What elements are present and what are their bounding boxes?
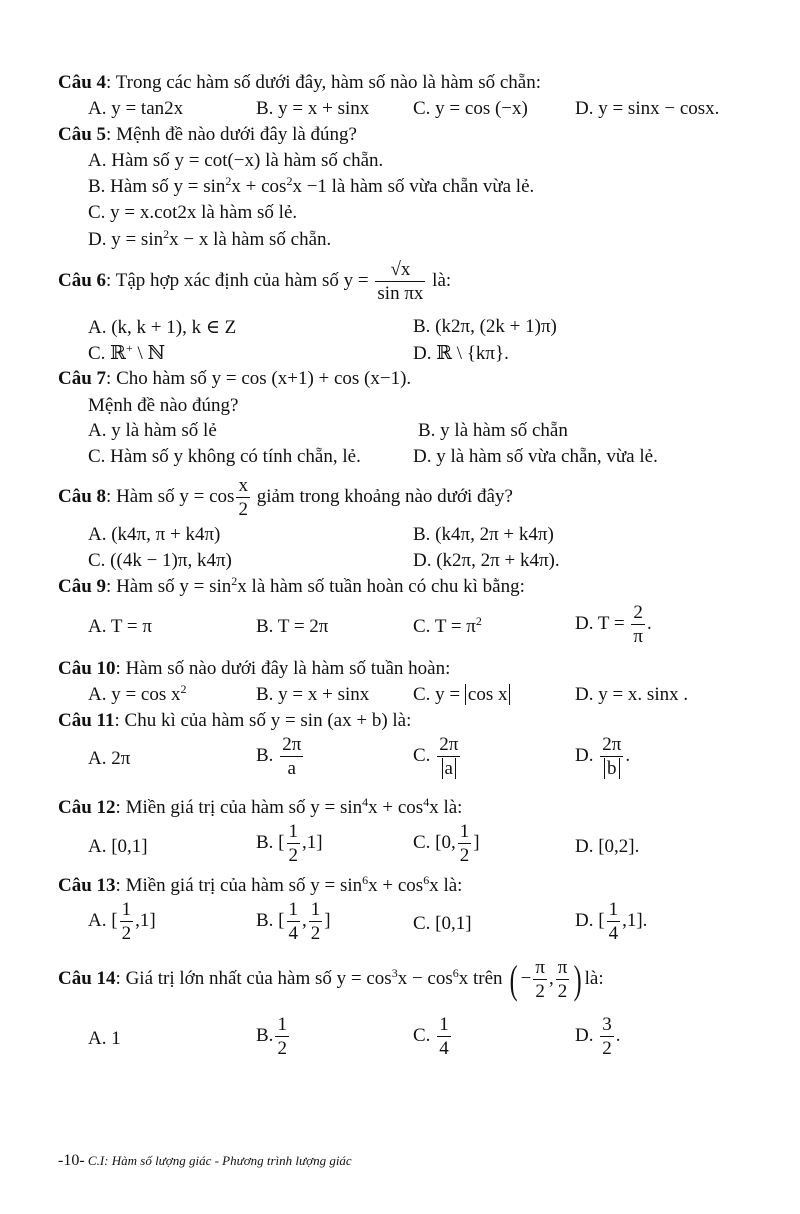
- option-d: D. [ $\frac{1}{4}$ ,1].: [575, 899, 648, 944]
- option-a: A. y = tan2x: [88, 98, 184, 119]
- question-12: Câu 12: Miền giá trị của hàm số $y = \sin^4x + \cos^4x$ là:: [58, 795, 463, 818]
- fraction: $\frac{\pi}{2}$: [535, 957, 545, 1002]
- chapter-title: C.I: Hàm số lượng giác - Phương trình lượng giác: [84, 1153, 352, 1168]
- option-d: D. y là hàm số vừa chẵn, vừa lẻ.: [413, 446, 658, 467]
- option-b: B. y = x + sinx: [256, 684, 370, 705]
- question-text: : Trong các hàm số dưới đây, hàm số nào là hàm số chẵn:: [106, 72, 541, 93]
- option-b: B. y là hàm số chẵn: [418, 420, 568, 441]
- option-a: A. Hàm số y = cot(−x) là hàm số chẵn.: [88, 150, 384, 171]
- question-10: Câu 10: Hàm số nào dưới đây là hàm số tuần hoàn:: [58, 658, 451, 679]
- option-d: D. $\frac{2\pi}{b}$ .: [575, 734, 631, 779]
- option-b: B. (k4π, 2π + k4π): [413, 524, 554, 545]
- option-b: B. [ $\frac{1}{2}$ ,1]: [256, 821, 323, 866]
- option-a: A. $y = \cos x^2$: [88, 682, 187, 705]
- option-b: B. (k2π, (2k + 1)π): [413, 316, 557, 337]
- option-c: C. $\frac{1}{4}$: [413, 1014, 449, 1059]
- question-label: Câu 12: [58, 797, 116, 818]
- option-d: D. T = $\frac{2}{\pi}$ .: [575, 602, 652, 647]
- question-11: Câu 11: Chu kì của hàm số y = sin (ax + b) là:: [58, 710, 412, 731]
- option-b: B. $\frac{1}{2}$: [256, 1014, 287, 1059]
- option-c: C. y = x.cot2x là hàm số lẻ.: [88, 202, 298, 223]
- option-c: C. ((4k − 1)π, k4π): [88, 550, 232, 571]
- fraction: $\frac{2\pi}{b}$: [602, 734, 622, 779]
- option-a: A. [0,1]: [88, 836, 148, 857]
- option-a: A. 2π: [88, 748, 131, 769]
- option-d: D. $\frac{3}{2}$ .: [575, 1014, 621, 1059]
- option-b: B. y = x + sinx: [256, 98, 370, 119]
- option-b: B. T = 2π: [256, 616, 329, 637]
- question-5: [58, 124, 357, 146]
- question-label: Câu 13: [58, 875, 116, 896]
- fraction: $\frac{2\pi}{a}$: [282, 734, 302, 779]
- option-b: B. $\frac{2\pi}{a}$: [256, 734, 302, 779]
- option-c: C. y = cos (−x): [413, 98, 528, 119]
- option-a: A. [ $\frac{1}{2}$ ,1]: [88, 899, 156, 944]
- option-c: C. [0,1]: [413, 913, 472, 934]
- fraction: $\frac{1}{2}$: [121, 899, 132, 944]
- question-label: Câu 14: [58, 967, 116, 989]
- option-d: D. (k2π, 2π + k4π).: [413, 550, 560, 571]
- question-13: Câu 13: Miền giá trị của hàm số $y = \sin^6x + \cos^6x$ là:: [58, 873, 463, 896]
- question-label: Câu 10: [58, 658, 116, 679]
- option-a: A. (k, k + 1), k ∈ Z: [88, 317, 237, 338]
- option-c: C. ℝ+ \ ℕ: [88, 341, 165, 364]
- option-a: A. T = π: [88, 616, 152, 637]
- question-label: Câu 11: [58, 710, 115, 731]
- fraction: $\frac{1}{4}$: [288, 899, 298, 944]
- option-d: D. ℝ \ {kπ}.: [413, 343, 509, 364]
- question-label: Câu 4: [58, 72, 107, 93]
- question-label: Câu 7: [58, 368, 107, 389]
- option-d: D. $y = \sin^2x - x$ là hàm số chẵn.: [88, 227, 332, 250]
- option-c: C. $T = \pi^2$: [413, 614, 482, 637]
- fraction: $\frac{1}{2}$: [288, 821, 298, 866]
- fraction: $\frac{2}{\pi}$: [633, 602, 643, 647]
- question-8: Câu 8: Hàm số y = cos $\frac{x}{2}$ giảm trong khoảng nào dưới đây?: [58, 475, 513, 520]
- option-c: C. $\frac{2\pi}{a}$: [413, 734, 459, 779]
- option-a: A. y là hàm số lẻ: [88, 420, 217, 441]
- fraction: $\frac{1}{2}$: [459, 821, 470, 866]
- question-7-text2: Mệnh đề nào đúng?: [88, 395, 239, 416]
- fraction: $\frac{3}{2}$: [602, 1014, 612, 1059]
- option-b: B. [ $\frac{1}{4}$ , $\frac{1}{2}$ ]: [256, 899, 331, 944]
- question-label: Câu 5: [58, 124, 107, 145]
- option-a: A. (k4π, π + k4π): [88, 524, 221, 545]
- fraction: $\frac{\pi}{2}$: [557, 957, 568, 1002]
- question-label: Câu 6: [58, 269, 107, 291]
- page-number: -10-: [58, 1152, 85, 1169]
- fraction: $\frac{2\pi}{a}$: [439, 734, 459, 779]
- option-d: D. y = sinx − cosx.: [575, 98, 720, 119]
- fraction: $\frac{√x}{\text{sin πx}}$: [377, 259, 424, 304]
- question-text: : Mệnh đề nào dưới đây là đúng?: [106, 124, 357, 145]
- fraction: $\frac{1}{2}$: [277, 1014, 287, 1059]
- question-label: Câu 9: [58, 576, 107, 597]
- fraction: $\frac{1}{2}$: [310, 899, 321, 944]
- option-c: C. [0, $\frac{1}{2}$ ]: [413, 821, 480, 866]
- option-d: D. y = x. sinx .: [575, 684, 689, 705]
- question-4: [58, 72, 541, 94]
- fraction: $\frac{1}{4}$: [439, 1014, 449, 1059]
- question-label: Câu 8: [58, 485, 107, 507]
- question-6: Câu 6: Tập hợp xác định của hàm số y = $\frac{√x}{\text{sin πx}}$ là:: [58, 259, 452, 304]
- fraction: $\frac{x}{2}$: [238, 475, 248, 520]
- option-d: D. [0,2].: [575, 836, 640, 857]
- page-footer: [58, 1152, 352, 1170]
- option-c: C. y = cos x: [413, 684, 510, 706]
- question-9: Câu 9: Hàm số $y = \sin^2x$ là hàm số tuần hoàn có chu kì bằng:: [58, 574, 525, 597]
- question-14: Câu 14: Giá trị lớn nhất của hàm số $y = \cos^3x - \cos^6x$ trên ( − $\frac{\pi}{2}$ , $\frac{\pi}{2}$ ) là:: [58, 956, 604, 1002]
- option-a: A. 1: [88, 1028, 121, 1049]
- fraction: $\frac{1}{4}$: [608, 899, 619, 944]
- option-c: C. Hàm số y không có tính chẵn, lẻ.: [88, 446, 361, 467]
- option-b: B. Hàm số $y = \sin^2x + \cos^2x -1$ là hàm số vừa chẵn vừa lẻ.: [88, 174, 535, 197]
- question-7: Câu 7: Cho hàm số y = cos (x+1) + cos (x−1).: [58, 368, 412, 389]
